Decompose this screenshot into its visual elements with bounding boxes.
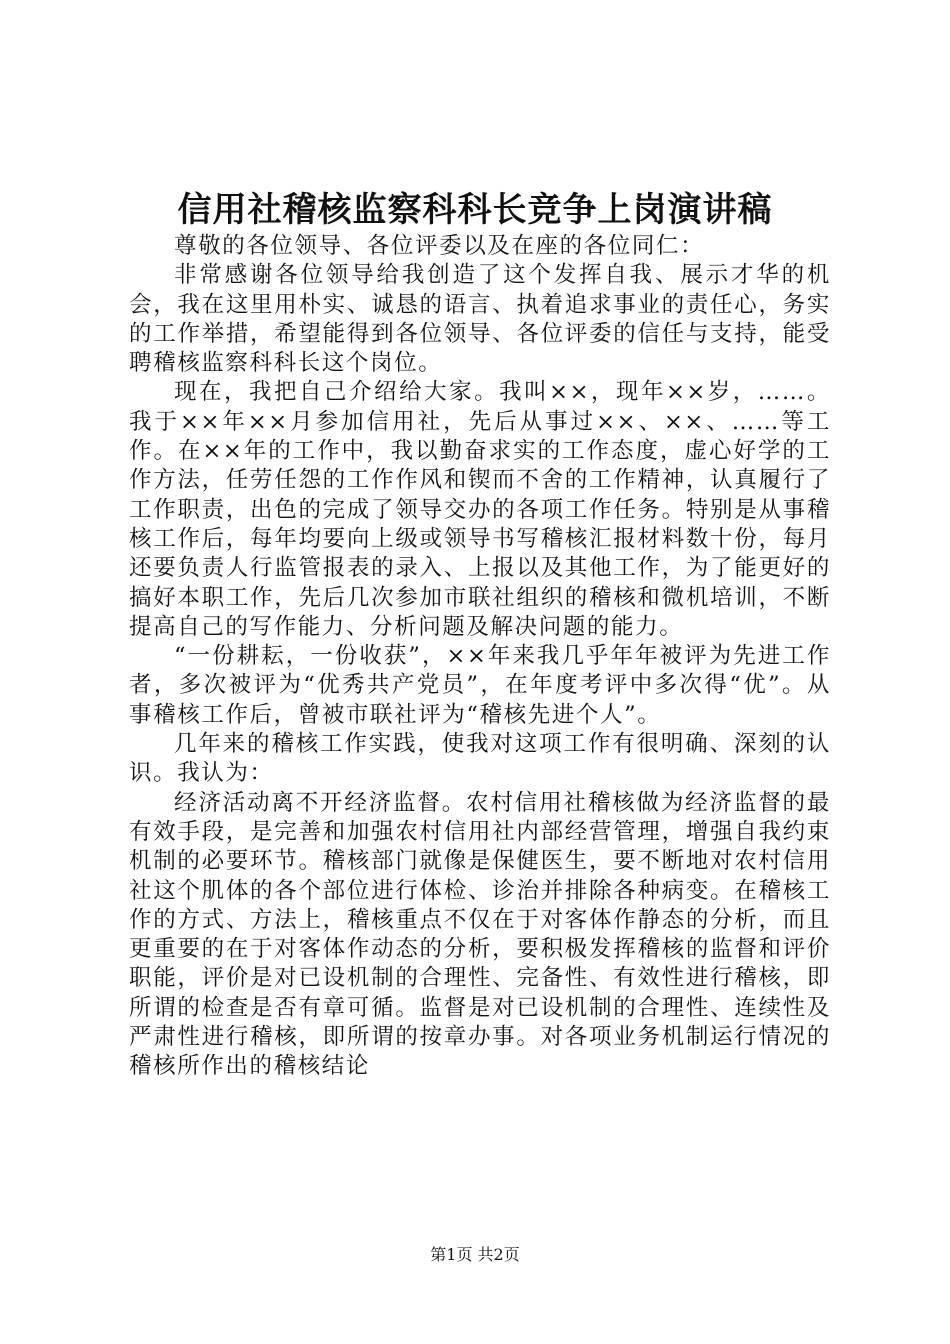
- body-paragraph: 非常感谢各位领导给我创造了这个发挥自我、展示才华的机会，我在这里用朴实、诚恳的语言、执着追求事业的责任心，务实的工作举措，希望能得到各位领导、各位评委的信任与支持，能受聘稽核监察科科长这个岗位。: [129, 262, 831, 377]
- body-paragraph: 几年来的稽核工作实践，使我对这项工作有很明确、深刻的认识。我认为：: [129, 731, 831, 787]
- salutation-paragraph: 尊敬的各位领导、各位评委以及在座的各位同仁：: [174, 233, 705, 259]
- body-paragraph: 现在，我把自己介绍给大家。我叫××，现年××岁，……。我于××年××月参加信用社，先后从事过××、××、……等工作。在××年的工作中，我以勤奋求实的工作态度，虚心好学的工作方法，任劳任怨的工作作风和锲而不舍的工作精神，认真履行了工作职责，出色的完成了领导交办的各项工作任务。特别是从事稽核工作后，每年均要向上级或领导书写稽核汇报材料数十份，每月还要负责人行监管报表的录入、上报以及其他工作，为了能更好的搞好本职工作，先后几次参加市联社组织的稽核和微机培训，不断提高自己的写作能力、分析问题及解决问题的能力。: [129, 379, 831, 640]
- body-paragraph: 经济活动离不开经济监督。农村信用社稽核做为经济监督的最有效手段，是完善和加强农村信用社内部经营管理，增强自我约束机制的必要环节。稽核部门就像是保健医生，要不断地对农村信用社这个肌体的各个部位进行体检、诊治并排除各种病变。在稽核工作的方式、方法上，稽核重点不仅在于对客体作静态的分析，而且更重要的在于对客体作动态的分析，要积极发挥稽核的监督和评价职能，评价是对已设机制的合理性、完备性、有效性进行稽核，即所谓的检查是否有章可循。监督是对已设机制的合理性、连续性及严肃性进行稽核，即所谓的按章办事。对各项业务机制运行情况的稽核所作出的稽核结论: [129, 789, 831, 1080]
- document-body: [129, 232, 831, 1082]
- document-title: 信用社稽核监察科科长竞争上岗演讲稿: [177, 190, 773, 230]
- body-paragraph: “一份耕耘，一份收获”，××年来我几乎年年被评为先进工作者，多次被评为“优秀共产党员”，在年度考评中多次得“优”。从事稽核工作后，曾被市联社评为“稽核先进个人”。: [129, 643, 831, 728]
- page-number-footer: 第1页 共2页: [430, 1245, 520, 1264]
